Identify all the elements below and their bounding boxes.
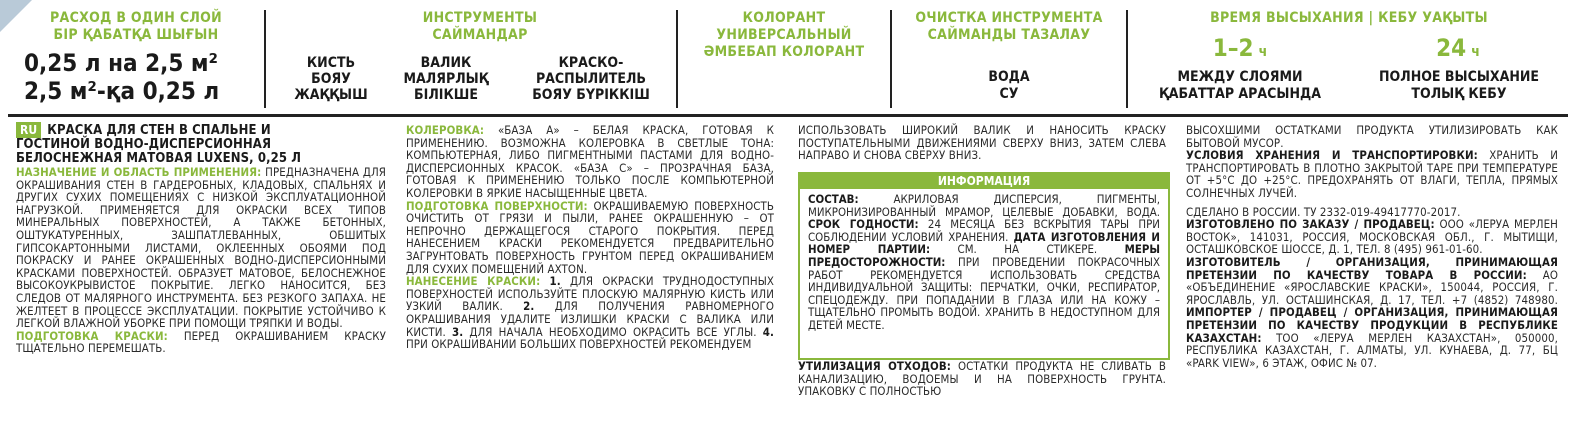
column-info-top <box>798 124 1166 162</box>
made-in-text: СДЕЛАНО В РОССИИ. ТУ 2332-019-49417770-2017. <box>1186 204 1461 219</box>
tool-sprayer-ru1: КРАСКО- <box>558 55 624 71</box>
shelf-life-label: СРОК ГОДНОСТИ: <box>808 217 919 232</box>
column-application <box>406 124 774 351</box>
drying-full-value <box>1360 34 1556 62</box>
safety-label: МЕРЫ ПРЕДОСТОРОЖНОСТИ: <box>808 242 1161 269</box>
tinting-paragraph <box>406 124 774 200</box>
purpose-text: ПРЕДНАЗНАЧЕНА ДЛЯ ОКРАШИВАНИЯ СТЕН В ГАРДЕРОБНЫХ, КЛАДОВЫХ, СПАЛЬНЯХ И ДРУГИХ СУХИХ ПОМЕЩЕНИЯХ С НИЗКОЙ ЭКСПЛУАТАЦИОННОЙ НАГРУЗКОЙ. ПРИМЕНЯЕТСЯ ДЛЯ ОКРАСКИ ВСЕХ ТИПОВ МИНЕРАЛЬНЫХ ПОВЕРХНОСТЕЙ, А ТАКЖЕ БЕТОННЫХ, ОШТУКАТУРЕННЫХ, ЗАШПАТЛЕВАННЫХ, ОБШИТЫХ ГИПСОКАРТОННЫМИ ЛИСТАМИ, ОКЛЕЕННЫХ ОБОЯМИ ПОД ПОКРАСКУ И РАНЕЕ ОКРАШЕННЫХ ВОДНО-ДИСПЕРСИОННЫМИ КРАСКАМИ ПОВЕРХНОСТЕЙ. ОБРАЗУЕТ МАТОВОЕ, БЕЛОСНЕЖНОЕ ВЫСОКОУКРЫВИСТОЕ ПОКРЫТИЕ. ЛЕГКО НАНОСИТСЯ, БЕЗ СЛЕДОВ ОТ МАЛЯРНОГО ИНСТРУМЕНТА. БЕЗ РЕЗКОГО ЗАПАХА. НЕ ЖЕЛТЕЕТ В ПРОЦЕССЕ ЭКСПЛУАТАЦИИ. ПОКРЫТИЕ УСТОЙЧИВО К ЛЕГКОЙ ВЛАЖНОЙ УБОРКЕ ПРИ ПОМОЩИ ТРЯПКИ И ВОДЫ. <box>16 165 386 331</box>
production-date-label: ДАТА ИЗГОТОВЛЕНИЯ И НОМЕР ПАРТИИ: <box>808 229 1160 257</box>
paint-prep-paragraph <box>16 330 386 355</box>
divider <box>264 10 266 108</box>
purpose-paragraph <box>16 166 386 330</box>
purpose-label: НАЗНАЧЕНИЕ И ОБЛАСТЬ ПРИМЕНЕНИЯ: <box>16 165 262 179</box>
drying-between-ru: МЕЖДУ СЛОЯМИ <box>1177 69 1303 85</box>
composition-label: СОСТАВ: <box>808 192 859 206</box>
drying-between-unit: ч <box>1258 44 1268 60</box>
tool-sprayer-kz: БОЯУ БҮРІККІШ <box>532 87 650 103</box>
surface-prep-paragraph <box>406 200 774 276</box>
tinting-text: «БАЗА А» – БЕЛАЯ КРАСКА, ГОТОВАЯ К ПРИМЕНЕНИЮ. ВОЗМОЖНА КОЛЕРОВКА В СВЕТЛЫЕ ТОНА: КОМПЬЮТЕРНАЯ, ЛИБО ПИГМЕНТНЫМИ ПАСТАМИ ДЛЯ ВОДНО-ДИСПЕРСИОННЫХ КРАСОК. «БАЗА С» – ПРОЗРАЧНАЯ БАЗА, ГОТОВАЯ К ПРИМЕНЕНИЮ ТОЛЬКО ПОСЛЕ КОМПЬЮТЕРНОЙ КОЛЕРОВКИ В ЯРКИЕ НАСЫЩЕННЫЕ ЦВЕТА. <box>406 123 774 200</box>
application-paragraph <box>406 275 774 351</box>
tool-brush-kz2: ЖАҚҚЫШ <box>294 87 368 103</box>
application-label: НАНЕСЕНИЕ КРАСКИ: <box>406 274 541 289</box>
cleaning-title-kz: САЙМАНДЫ ТАЗАЛАУ <box>927 27 1091 43</box>
drying-full-ru: ПОЛНОЕ ВЫСЫХАНИЕ <box>1378 69 1540 85</box>
step-number: 4. <box>762 324 774 339</box>
maker-label: ИЗГОТОВИТЕЛЬ / ОРГАНИЗАЦИЯ, ПРИНИМАЮЩАЯ ПРЕТЕНЗИИ ПО КАЧЕСТВУ ТОВАРА В РОССИИ: <box>1186 254 1558 282</box>
order-paragraph <box>1186 218 1558 256</box>
step-text: ДЛЯ ОКРАСКИ ТРУДНОДОСТУПНЫХ ПОВЕРХНОСТЕЙ ИСПОЛЬЗУЙТЕ ПЛОСКУЮ МАЛЯРНУЮ КИСТЬ ИЛИ УЗКИЙ ВАЛИК. <box>406 274 775 314</box>
tool-roller-ru2: МАЛЯРЛЫҚ <box>403 71 489 87</box>
header-icons-row <box>0 0 1574 112</box>
step-text: ДЛЯ ПОЛУЧЕНИЯ РАВНОМЕРНОГО ОКРАШИВАНИЯ УДАЛИТЕ ИЗЛИШКИ КРАСКИ С ВАЛИКА ИЛИ КИСТИ. <box>406 299 774 339</box>
colorant-title-ru2: УНИВЕРСАЛЬНЫЙ <box>716 27 852 43</box>
product-title-line2: ГОСТИНОЙ ВОДНО-ДИСПЕРСИОННАЯ <box>16 137 272 152</box>
tool-roller-kz: БІЛІКШЕ <box>414 87 478 103</box>
paint-prep-label: ПОДГОТОВКА КРАСКИ: <box>16 328 168 343</box>
storage-paragraph <box>1186 149 1558 199</box>
step-number: 1. <box>549 274 561 289</box>
column-manufacturer <box>1186 124 1558 369</box>
info-box-title: ИНФОРМАЦИЯ <box>800 174 1168 189</box>
consumption-value-kz: 2,5 м²-қа 0,25 л <box>24 77 220 105</box>
tools-title-kz: САЙМАНДАР <box>432 27 528 43</box>
step-number: 2. <box>523 299 535 314</box>
storage-text: ХРАНИТЬ И ТРАНСПОРТИРОВАТЬ В ПЛОТНО ЗАКРЫТОЙ ТАРЕ ПРИ ТЕМПЕРАТУРЕ ОТ +5°С ДО +25°С. ПРЕДОХРАНЯТЬ ОТ ВЛАГИ, ТЕПЛА, ПРЯМЫХ СОЛНЕЧНЫХ ЛУЧЕЙ. <box>1186 148 1558 200</box>
disposal-continued: ВЫСОХШИМИ ОСТАТКАМИ ПРОДУКТА УТИЛИЗИРОВАТЬ КАК БЫТОВОЙ МУСОР. <box>1186 123 1558 150</box>
divider <box>676 10 678 108</box>
order-text: ООО «ЛЕРУА МЕРЛЕН ВОСТОК», 141031, РОССИЯ, МОСКОВСКАЯ ОБЛ., Г. МЫТИЩИ, ОСТАШКОВСКОЕ ШОССЕ, Д. 1, ТЕЛ. 8 (495) 961-01-60. <box>1186 217 1558 257</box>
cleaning-value-kz: СУ <box>999 86 1019 102</box>
drying-between-kz: ҚАБАТТАР АРАСЫНДА <box>1159 86 1321 102</box>
consumption-title-kz: БІР ҚАБАТҚА ШЫҒЫН <box>53 27 219 43</box>
step-number: 3. <box>452 324 464 339</box>
language-badge: RU <box>16 122 41 138</box>
paint-prep-text: ПЕРЕД ОКРАШИВАНИЕМ КРАСКУ ТЩАТЕЛЬНО ПЕРЕМЕШАТЬ. <box>16 328 386 356</box>
colorant-title-kz: ӘМБЕБАП КОЛОРАНТ <box>703 44 865 60</box>
shelf-life-text: 24 МЕСЯЦА БЕЗ ВСКРЫТИЯ ТАРЫ ПРИ СОБЛЮДЕНИИ УСЛОВИЙ ХРАНЕНИЯ. <box>808 217 1160 244</box>
order-label: ИЗГОТОВЛЕНО ПО ЗАКАЗУ / ПРОДАВЕЦ: <box>1186 217 1435 232</box>
tinting-label: КОЛЕРОВКА: <box>406 123 485 137</box>
composition-text: АКРИЛОВАЯ ДИСПЕРСИЯ, ПИГМЕНТЫ, МИКРОНИЗИРОВАННЫЙ МРАМОР, ЦЕЛЕВЫЕ ДОБАВКИ, ВОДА. <box>808 192 1160 219</box>
drying-title: ВРЕМЯ ВЫСЫХАНИЯ | КЕБУ УАҚЫТЫ <box>1210 10 1488 26</box>
importer-label: ИМПОРТЕР / ПРОДАВЕЦ / ОРГАНИЗАЦИЯ, ПРИНИМАЮЩАЯ ПРЕТЕНЗИИ ПО КАЧЕСТВУ ПРОДУКЦИИ В РЕСПУБЛИКЕ КАЗАХСТАН: <box>1186 305 1558 345</box>
drying-between-number: 1–2 <box>1212 34 1254 62</box>
cleaning-title-ru: ОЧИСТКА ИНСТРУМЕНТА <box>915 10 1103 26</box>
info-box-body <box>800 189 1168 336</box>
disposal-text: ОСТАТКИ ПРОДУКТА НЕ СЛИВАТЬ В КАНАЛИЗАЦИЮ, ВОДОЕМЫ И НА ПОВЕРХНОСТЬ ГРУНТА. УПАКОВКУ С ПОЛНОСТЬЮ <box>798 359 1166 399</box>
column-disposal <box>798 360 1166 398</box>
divider <box>1126 10 1128 108</box>
maker-paragraph <box>1186 256 1558 369</box>
colorant-title-ru1: КОЛОРАНТ <box>742 10 826 26</box>
safety-text: ПРИ ПРОВЕДЕНИИ ПОКРАСОЧНЫХ РАБОТ РЕКОМЕНДУЕТСЯ ИСПОЛЬЗОВАТЬ СРЕДСТВА ИНДИВИДУАЛЬНОЙ ЗАЩИТЫ: ПЕРЧАТКИ, ОЧКИ, РЕСПИРАТОР, СПЕЦОДЕЖДУ. ПРИ ПОПАДАНИИ В ГЛАЗА ИЛИ НА КОЖУ – ТЩАТЕЛЬНО ПРОМЫТЬ ВОДОЙ. ХРАНИТЬ В НЕДОСТУПНОМ ДЛЯ ДЕТЕЙ МЕСТЕ. <box>808 254 1160 332</box>
importer-text: ТОО «ЛЕРУА МЕРЛЕН КАЗАХСТАН», 050000, РЕСПУБЛИКА КАЗАХСТАН, Г. АЛМАТЫ, УЛ. КУНАЕВА, Д. 77, БЦ «PARK VIEW», 6 ЭТАЖ, ОФИС № 07. <box>1186 330 1558 370</box>
step-text: ПРИ ОКРАШИВАНИИ БОЛЬШИХ ПОВЕРХНОСТЕЙ РЕКОМЕНДУЕМ <box>406 337 752 352</box>
column-description <box>16 122 386 355</box>
drying-between-value <box>1140 34 1340 62</box>
product-title-line3: БЕЛОСНЕЖНАЯ МАТОВАЯ LUXENS, 0,25 Л <box>16 151 302 166</box>
drying-full-kz: ТОЛЫҚ КЕБУ <box>1411 86 1507 102</box>
tools-title-ru: ИНСТРУМЕНТЫ <box>422 10 538 26</box>
header-divider <box>8 114 1568 117</box>
tool-sprayer-ru2: РАСПЫЛИТЕЛЬ <box>535 71 647 87</box>
step-text: ДЛЯ НАЧАЛА НЕОБХОДИМО ОКРАСИТЬ ВСЕ УГЛЫ. <box>469 324 757 339</box>
drying-full-number: 24 <box>1436 34 1467 62</box>
surface-prep-label: ПОДГОТОВКА ПОВЕРХНОСТИ: <box>406 198 588 213</box>
maker-text: АО «ОБЪЕДИНЕНИЕ «ЯРОСЛАВСКИЕ КРАСКИ», 150044, РОССИЯ, Г. ЯРОСЛАВЛЬ, УЛ. ОСТАШИНСКАЯ, Д. 17, ТЕЛ. +7 (4852) 748980. <box>1186 267 1559 307</box>
tool-brush-kz1: БОЯУ <box>311 71 351 87</box>
disposal-label: УТИЛИЗАЦИЯ ОТХОДОВ: <box>798 359 951 373</box>
storage-label: УСЛОВИЯ ХРАНЕНИЯ И ТРАНСПОРТИРОВКИ: <box>1186 148 1478 163</box>
divider <box>890 10 892 108</box>
consumption-value-ru: 0,25 л на 2,5 м² <box>24 49 218 77</box>
tool-roller-ru1: ВАЛИК <box>420 55 472 71</box>
info-box <box>798 172 1170 360</box>
surface-prep-text: ОКРАШИВАЕМУЮ ПОВЕРХНОСТЬ ОЧИСТИТЬ ОТ ГРЯЗИ И ПЫЛИ, РАНЕЕ ОКРАШЕННУЮ – ОТ НЕПРОЧНО ДЕРЖАЩЕГОСЯ СТАРОГО ПОКРЫТИЯ. ПЕРЕД НАНЕСЕНИЕМ КРАСКИ РЕКОМЕНДУЕТСЯ ПРЕДВАРИТЕЛЬНО ЗАГРУНТОВАТЬ ПОВЕРХНОСТЬ ГРУНТОМ ПЕРЕД ОКРАШИВАНИЕМ ДЛЯ СУХИХ ПОМЕЩЕНИЙ AXTON. <box>406 198 774 276</box>
cleaning-value-ru: ВОДА <box>988 69 1030 85</box>
product-title <box>16 122 386 166</box>
tool-brush-ru: КИСТЬ <box>306 55 356 71</box>
consumption-title-ru: РАСХОД В ОДИН СЛОЙ <box>50 10 222 26</box>
production-date-text: СМ. НА СТИКЕРЕ. <box>957 242 1098 257</box>
drying-full-unit: ч <box>1471 44 1480 60</box>
application-continued: ИСПОЛЬЗОВАТЬ ШИРОКИЙ ВАЛИК И НАНОСИТЬ КРАСКУ ПОСТУПАТЕЛЬНЫМИ ДВИЖЕНИЯМИ СВЕРХУ ВНИЗ, ЗАТЕМ СЛЕВА НАПРАВО И СНОВА СВЕРХУ ВНИЗ. <box>798 123 1166 163</box>
product-title-line1: КРАСКА ДЛЯ СТЕН В СПАЛЬНЕ И <box>47 123 271 138</box>
disposal-paragraph <box>798 360 1166 398</box>
